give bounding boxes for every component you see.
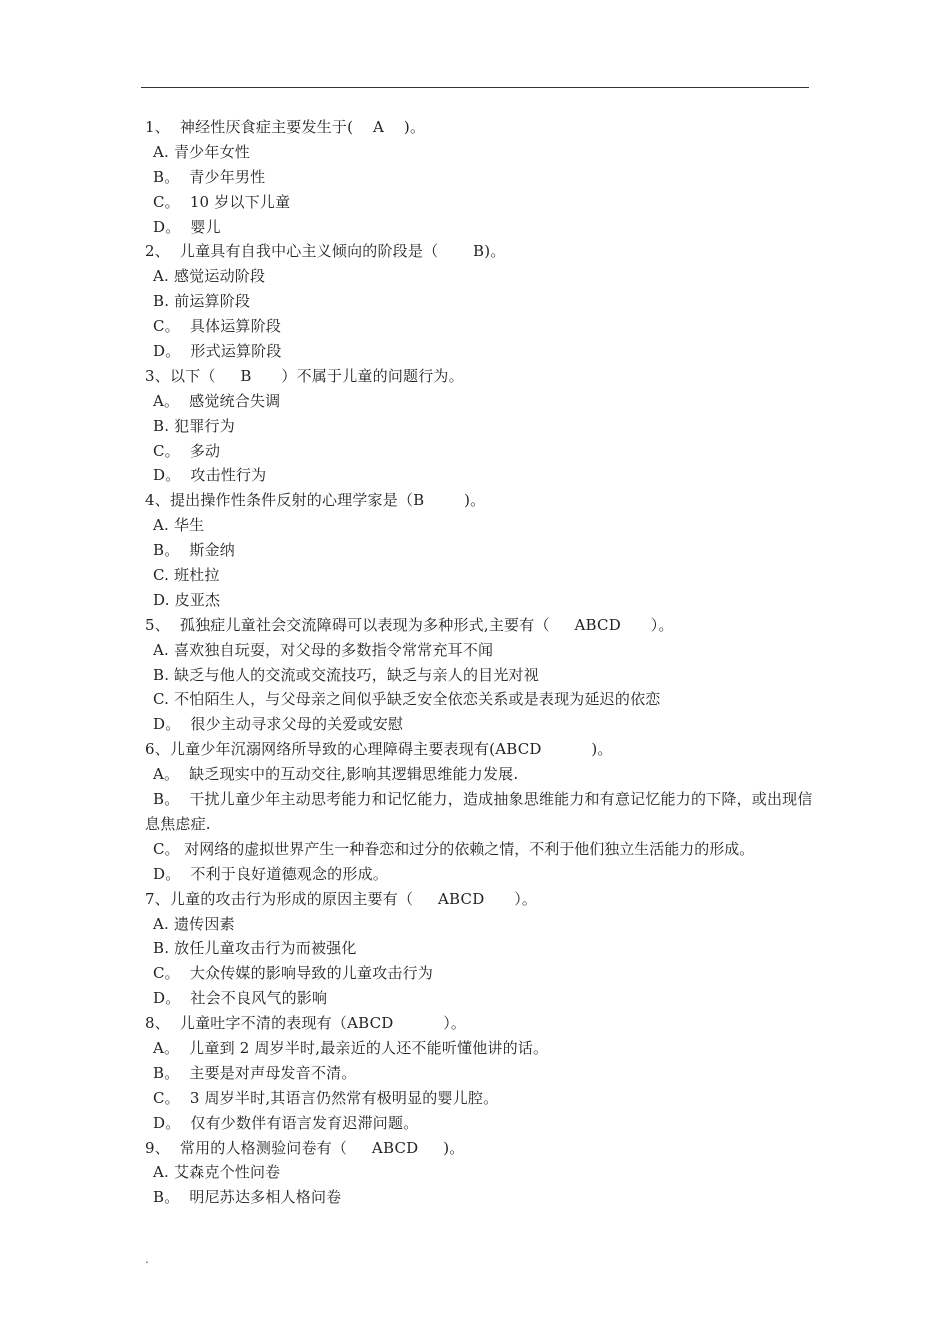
option-a: A。 缺乏现实中的互动交往,影响其逻辑思维能力发展.	[153, 765, 519, 784]
option-c: C。 具体运算阶段	[153, 317, 282, 336]
question-6	[145, 737, 815, 886]
option-b: B。 主要是对声母发音不清。	[153, 1063, 357, 1082]
question-9	[145, 1136, 815, 1211]
option-b	[145, 787, 815, 837]
question-1	[145, 115, 815, 239]
option-c: C。 大众传媒的影响导致的儿童攻击行为	[153, 964, 434, 983]
option-d: D。 仅有少数伴有语言发育迟滞问题。	[153, 1113, 419, 1132]
option-a: A。 儿童到 2 周岁半时,最亲近的人还不能听懂他讲的话。	[153, 1038, 549, 1057]
option-d: D。 婴儿	[153, 217, 221, 236]
footer-mark: .	[145, 1252, 149, 1266]
option-d: D。 不利于良好道德观念的形成。	[153, 864, 388, 883]
question-stem: 2、 儿童具有自我中心主义倾向的阶段是（ B)。	[145, 242, 506, 261]
option-b: B。 斯金纳	[153, 541, 235, 560]
option-a: A. 遗传因素	[153, 914, 235, 933]
option-b: B. 犯罪行为	[153, 416, 235, 435]
option-c: C. 班杜拉	[153, 566, 220, 585]
option-b: B。 明尼苏达多相人格问卷	[153, 1188, 342, 1207]
option-c: C. 不怕陌生人，与父母亲之间似乎缺乏安全依恋关系或是表现为延迟的依恋	[153, 690, 661, 709]
option-c: C。 多动	[153, 441, 221, 460]
option-c: C。 对网络的虚拟世界产生一种眷恋和过分的依赖之情，不利于他们独立生活能力的形成。	[153, 839, 755, 858]
option-d: D。 很少主动寻求父母的关爱或安慰	[153, 715, 404, 734]
option-d: D。 社会不良风气的影响	[153, 989, 328, 1008]
question-7	[145, 887, 815, 1011]
option-b: B. 放任儿童攻击行为而被强化	[153, 939, 357, 958]
question-4	[145, 488, 815, 612]
option-b: B. 缺乏与他人的交流或交流技巧，缺乏与亲人的目光对视	[153, 665, 539, 684]
option-b: B。 青少年男性	[153, 167, 266, 186]
question-5	[145, 613, 815, 737]
question-stem: 1、 神经性厌食症主要发生于( A )。	[145, 118, 426, 136]
question-stem: 4、提出操作性条件反射的心理学家是（B )。	[145, 491, 486, 510]
option-b-text: B。 干扰儿童少年主动思考能力和记忆能力，造成抽象思维能力和有意记忆能力的下降，或出现信息焦虑症.	[145, 790, 813, 833]
question-stem: 7、儿童的攻击行为形成的原因主要有（ ABCD ）。	[145, 889, 538, 908]
question-2	[145, 239, 815, 363]
option-c: C。 3 周岁半时,其语言仍然常有极明显的婴儿腔。	[153, 1088, 499, 1107]
option-c: C。 10 岁以下儿童	[153, 192, 291, 211]
option-d: D。 形式运算阶段	[153, 342, 282, 361]
header-rule	[141, 87, 809, 88]
option-a: A。 感觉统合失调	[153, 391, 281, 410]
option-a: A. 华生	[153, 516, 205, 535]
option-d: D。 攻击性行为	[153, 466, 267, 485]
question-stem: 3、以下（ B ）不属于儿童的问题行为。	[145, 366, 464, 385]
option-b: B. 前运算阶段	[153, 292, 251, 311]
question-stem: 8、 儿童吐字不清的表现有（ABCD ）。	[145, 1014, 467, 1033]
question-stem: 5、 孤独症儿童社会交流障碍可以表现为多种形式,主要有（ ABCD ）。	[145, 615, 674, 634]
question-stem: 9、 常用的人格测验问卷有（ ABCD )。	[145, 1138, 465, 1157]
option-d: D. 皮亚杰	[153, 590, 221, 609]
question-list	[145, 115, 815, 1210]
question-3	[145, 364, 815, 488]
option-a: A. 感觉运动阶段	[153, 267, 266, 286]
option-a: A. 艾森克个性问卷	[153, 1163, 281, 1182]
question-stem: 6、儿童少年沉溺网络所导致的心理障碍主要表现有(ABCD )。	[145, 740, 613, 759]
option-a: A. 喜欢独自玩耍，对父母的多数指令常常充耳不闻	[153, 640, 494, 659]
option-a: A. 青少年女性	[153, 142, 250, 161]
question-8	[145, 1011, 815, 1135]
